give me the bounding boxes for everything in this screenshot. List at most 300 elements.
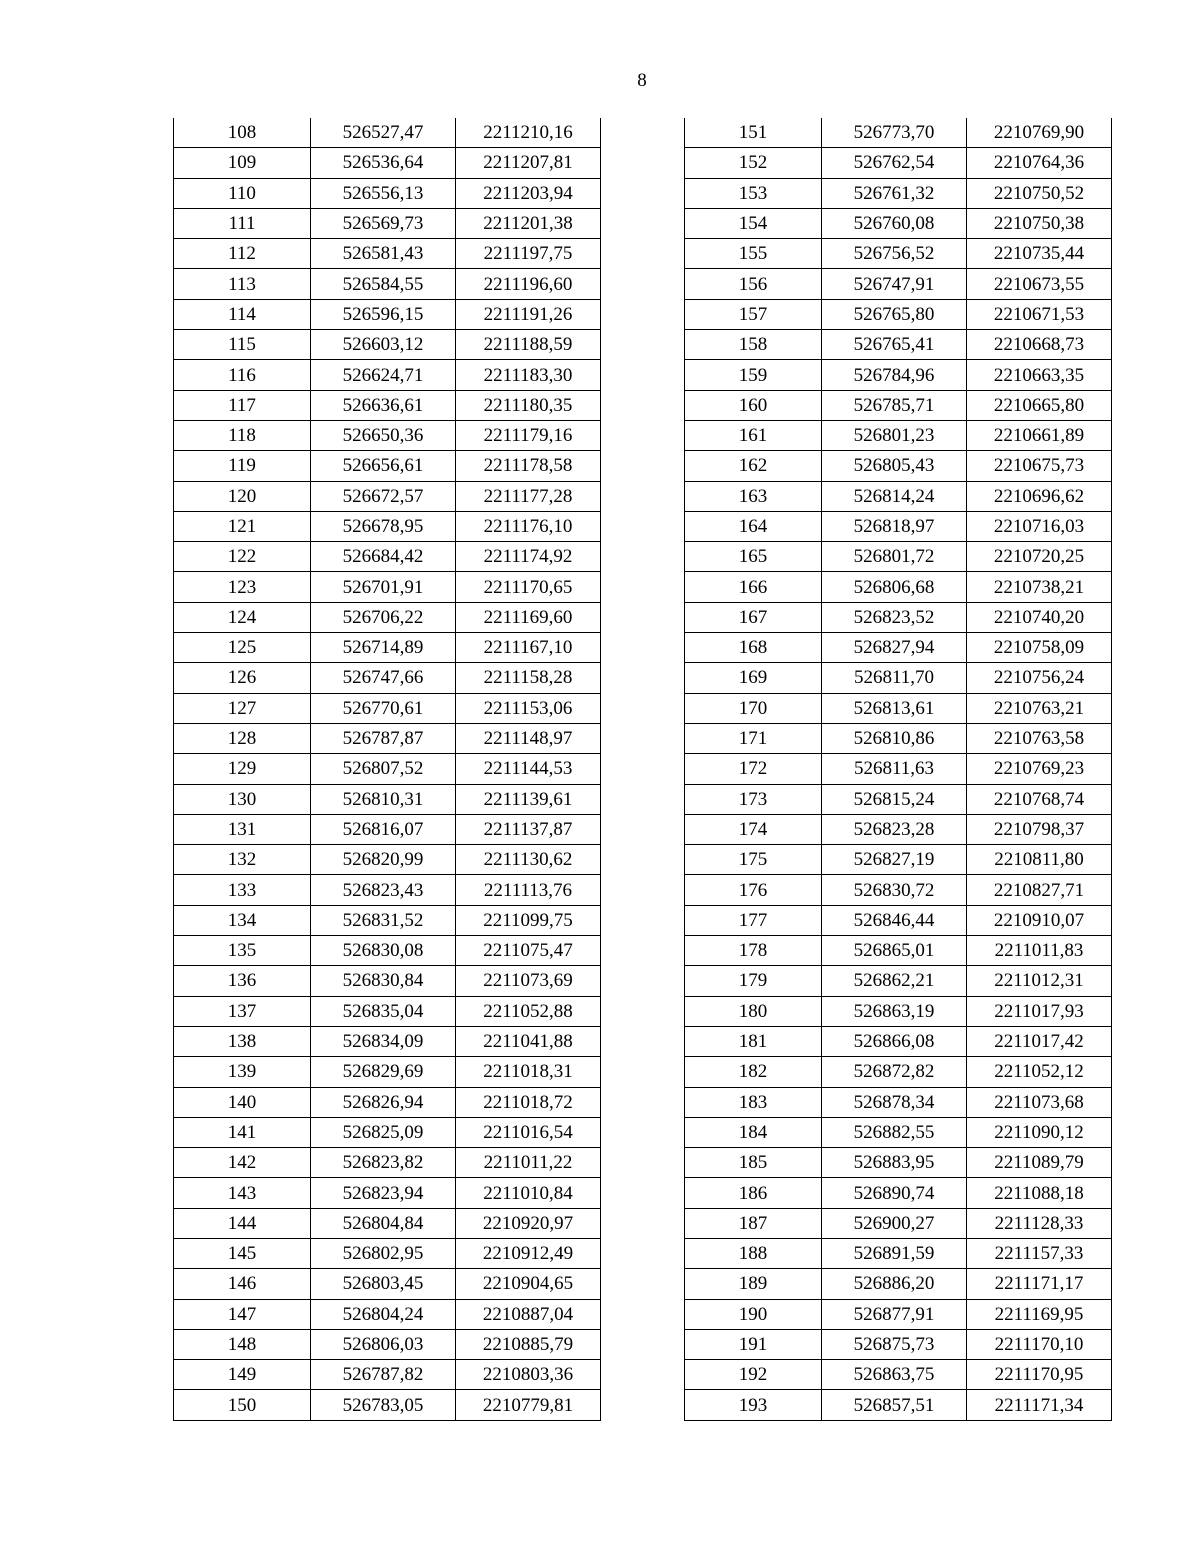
table-row	[685, 178, 1112, 208]
x-coordinate-cell: 526835,04	[311, 996, 456, 1026]
table-row	[174, 1329, 601, 1359]
x-coordinate-cell: 526569,73	[311, 208, 456, 238]
x-coordinate-cell: 526811,70	[822, 663, 967, 693]
y-coordinate-cell: 2211128,33	[967, 1208, 1112, 1238]
y-coordinate-cell: 2210798,37	[967, 814, 1112, 844]
point-number-cell: 165	[685, 542, 822, 572]
table-row	[174, 875, 601, 905]
y-coordinate-cell: 2210661,89	[967, 420, 1112, 450]
table-row	[685, 542, 1112, 572]
point-number-cell: 192	[685, 1360, 822, 1390]
x-coordinate-cell: 526603,12	[311, 330, 456, 360]
point-number-cell: 185	[685, 1148, 822, 1178]
y-coordinate-cell: 2211139,61	[456, 784, 601, 814]
table-row	[685, 360, 1112, 390]
y-coordinate-cell: 2211210,16	[456, 118, 601, 148]
y-coordinate-cell: 2211016,54	[456, 1117, 601, 1147]
table-row	[174, 269, 601, 299]
x-coordinate-cell: 526770,61	[311, 693, 456, 723]
point-number-cell: 169	[685, 663, 822, 693]
x-coordinate-cell: 526882,55	[822, 1117, 967, 1147]
x-coordinate-cell: 526783,05	[311, 1390, 456, 1420]
y-coordinate-cell: 2211171,34	[967, 1390, 1112, 1420]
table-row	[174, 572, 601, 602]
point-number-cell: 188	[685, 1238, 822, 1268]
point-number-cell: 186	[685, 1178, 822, 1208]
y-coordinate-cell: 2210769,90	[967, 118, 1112, 148]
y-coordinate-cell: 2211171,17	[967, 1269, 1112, 1299]
point-number-cell: 123	[174, 572, 311, 602]
table-row	[685, 1238, 1112, 1268]
x-coordinate-cell: 526872,82	[822, 1057, 967, 1087]
point-number-cell: 187	[685, 1208, 822, 1238]
point-number-cell: 161	[685, 420, 822, 450]
y-coordinate-cell: 2210764,36	[967, 148, 1112, 178]
x-coordinate-cell: 526863,75	[822, 1360, 967, 1390]
x-coordinate-cell: 526802,95	[311, 1238, 456, 1268]
x-coordinate-cell: 526801,72	[822, 542, 967, 572]
coordinates-table-left	[173, 118, 601, 1421]
table-row	[685, 602, 1112, 632]
table-row	[685, 814, 1112, 844]
point-number-cell: 150	[174, 1390, 311, 1420]
table-row	[174, 602, 601, 632]
point-number-cell: 160	[685, 390, 822, 420]
point-number-cell: 167	[685, 602, 822, 632]
table-row	[174, 966, 601, 996]
table-row	[174, 360, 601, 390]
y-coordinate-cell: 2210756,24	[967, 663, 1112, 693]
x-coordinate-cell: 526624,71	[311, 360, 456, 390]
point-number-cell: 143	[174, 1178, 311, 1208]
table-row	[174, 814, 601, 844]
x-coordinate-cell: 526814,24	[822, 481, 967, 511]
table-row	[685, 1299, 1112, 1329]
y-coordinate-cell: 2211170,95	[967, 1360, 1112, 1390]
table-row	[174, 239, 601, 269]
y-coordinate-cell: 2211052,12	[967, 1057, 1112, 1087]
y-coordinate-cell: 2211169,95	[967, 1299, 1112, 1329]
y-coordinate-cell: 2210769,23	[967, 754, 1112, 784]
y-coordinate-cell: 2211167,10	[456, 633, 601, 663]
y-coordinate-cell: 2210912,49	[456, 1238, 601, 1268]
y-coordinate-cell: 2211179,16	[456, 420, 601, 450]
point-number-cell: 120	[174, 481, 311, 511]
table-row	[174, 178, 601, 208]
y-coordinate-cell: 2211090,12	[967, 1117, 1112, 1147]
table-row	[174, 1026, 601, 1056]
x-coordinate-cell: 526875,73	[822, 1329, 967, 1359]
y-coordinate-cell: 2210811,80	[967, 845, 1112, 875]
table-row	[174, 330, 601, 360]
table-row	[685, 693, 1112, 723]
x-coordinate-cell: 526830,72	[822, 875, 967, 905]
table-row	[174, 905, 601, 935]
y-coordinate-cell: 2210779,81	[456, 1390, 601, 1420]
point-number-cell: 175	[685, 845, 822, 875]
y-coordinate-cell: 2211153,06	[456, 693, 601, 723]
table-row	[685, 905, 1112, 935]
table-row	[174, 1087, 601, 1117]
table-row	[685, 451, 1112, 481]
y-coordinate-cell: 2210663,35	[967, 360, 1112, 390]
y-coordinate-cell: 2210758,09	[967, 633, 1112, 663]
table-row	[174, 1269, 601, 1299]
point-number-cell: 152	[685, 148, 822, 178]
table-row	[685, 1269, 1112, 1299]
table-row	[174, 148, 601, 178]
x-coordinate-cell: 526886,20	[822, 1269, 967, 1299]
y-coordinate-cell: 2211018,72	[456, 1087, 601, 1117]
table-row	[174, 754, 601, 784]
y-coordinate-cell: 2211073,69	[456, 966, 601, 996]
point-number-cell: 124	[174, 602, 311, 632]
point-number-cell: 125	[174, 633, 311, 663]
table-row	[685, 1360, 1112, 1390]
point-number-cell: 121	[174, 511, 311, 541]
x-coordinate-cell: 526747,91	[822, 269, 967, 299]
x-coordinate-cell: 526785,71	[822, 390, 967, 420]
y-coordinate-cell: 2211011,83	[967, 936, 1112, 966]
table-row	[685, 966, 1112, 996]
x-coordinate-cell: 526813,61	[822, 693, 967, 723]
table-row	[685, 1208, 1112, 1238]
y-coordinate-cell: 2211169,60	[456, 602, 601, 632]
x-coordinate-cell: 526765,80	[822, 299, 967, 329]
table-row	[174, 451, 601, 481]
point-number-cell: 134	[174, 905, 311, 935]
point-number-cell: 111	[174, 208, 311, 238]
point-number-cell: 172	[685, 754, 822, 784]
table-row	[685, 239, 1112, 269]
point-number-cell: 190	[685, 1299, 822, 1329]
point-number-cell: 129	[174, 754, 311, 784]
x-coordinate-cell: 526803,45	[311, 1269, 456, 1299]
y-coordinate-cell: 2211170,65	[456, 572, 601, 602]
table-row	[685, 1117, 1112, 1147]
point-number-cell: 133	[174, 875, 311, 905]
point-number-cell: 162	[685, 451, 822, 481]
x-coordinate-cell: 526818,97	[822, 511, 967, 541]
coordinates-table-right	[684, 118, 1112, 1421]
table-row	[174, 723, 601, 753]
point-number-cell: 155	[685, 239, 822, 269]
x-coordinate-cell: 526815,24	[822, 784, 967, 814]
x-coordinate-cell: 526536,64	[311, 148, 456, 178]
point-number-cell: 171	[685, 723, 822, 753]
x-coordinate-cell: 526826,94	[311, 1087, 456, 1117]
x-coordinate-cell: 526863,19	[822, 996, 967, 1026]
y-coordinate-cell: 2210696,62	[967, 481, 1112, 511]
table-row	[685, 299, 1112, 329]
x-coordinate-cell: 526883,95	[822, 1148, 967, 1178]
x-coordinate-cell: 526823,82	[311, 1148, 456, 1178]
y-coordinate-cell: 2210750,52	[967, 178, 1112, 208]
point-number-cell: 174	[685, 814, 822, 844]
y-coordinate-cell: 2211075,47	[456, 936, 601, 966]
y-coordinate-cell: 2211158,28	[456, 663, 601, 693]
x-coordinate-cell: 526823,28	[822, 814, 967, 844]
x-coordinate-cell: 526825,09	[311, 1117, 456, 1147]
x-coordinate-cell: 526877,91	[822, 1299, 967, 1329]
point-number-cell: 116	[174, 360, 311, 390]
x-coordinate-cell: 526823,52	[822, 602, 967, 632]
y-coordinate-cell: 2211207,81	[456, 148, 601, 178]
x-coordinate-cell: 526816,07	[311, 814, 456, 844]
point-number-cell: 146	[174, 1269, 311, 1299]
x-coordinate-cell: 526830,84	[311, 966, 456, 996]
table-row	[174, 481, 601, 511]
table-row	[174, 208, 601, 238]
y-coordinate-cell: 2210738,21	[967, 572, 1112, 602]
table-row	[685, 633, 1112, 663]
x-coordinate-cell: 526760,08	[822, 208, 967, 238]
point-number-cell: 154	[685, 208, 822, 238]
x-coordinate-cell: 526806,68	[822, 572, 967, 602]
y-coordinate-cell: 2211170,10	[967, 1329, 1112, 1359]
point-number-cell: 193	[685, 1390, 822, 1420]
page-number: 8	[637, 70, 647, 91]
x-coordinate-cell: 526787,87	[311, 723, 456, 753]
table-row	[685, 1087, 1112, 1117]
x-coordinate-cell: 526810,86	[822, 723, 967, 753]
x-coordinate-cell: 526714,89	[311, 633, 456, 663]
y-coordinate-cell: 2210763,21	[967, 693, 1112, 723]
point-number-cell: 148	[174, 1329, 311, 1359]
y-coordinate-cell: 2211073,68	[967, 1087, 1112, 1117]
x-coordinate-cell: 526805,43	[822, 451, 967, 481]
x-coordinate-cell: 526891,59	[822, 1238, 967, 1268]
point-number-cell: 177	[685, 905, 822, 935]
table-row	[685, 1026, 1112, 1056]
y-coordinate-cell: 2211017,93	[967, 996, 1112, 1026]
x-coordinate-cell: 526787,82	[311, 1360, 456, 1390]
x-coordinate-cell: 526684,42	[311, 542, 456, 572]
y-coordinate-cell: 2211130,62	[456, 845, 601, 875]
table-row	[174, 633, 601, 663]
point-number-cell: 138	[174, 1026, 311, 1056]
point-number-cell: 113	[174, 269, 311, 299]
table-row	[685, 936, 1112, 966]
point-number-cell: 151	[685, 118, 822, 148]
y-coordinate-cell: 2210750,38	[967, 208, 1112, 238]
point-number-cell: 144	[174, 1208, 311, 1238]
table-row	[685, 511, 1112, 541]
x-coordinate-cell: 526650,36	[311, 420, 456, 450]
table-row	[174, 1178, 601, 1208]
x-coordinate-cell: 526811,63	[822, 754, 967, 784]
point-number-cell: 115	[174, 330, 311, 360]
y-coordinate-cell: 2210887,04	[456, 1299, 601, 1329]
table-row	[174, 1299, 601, 1329]
point-number-cell: 183	[685, 1087, 822, 1117]
point-number-cell: 156	[685, 269, 822, 299]
point-number-cell: 109	[174, 148, 311, 178]
y-coordinate-cell: 2211197,75	[456, 239, 601, 269]
table-row	[174, 299, 601, 329]
y-coordinate-cell: 2211010,84	[456, 1178, 601, 1208]
y-coordinate-cell: 2211178,58	[456, 451, 601, 481]
table-row	[685, 1148, 1112, 1178]
y-coordinate-cell: 2210803,36	[456, 1360, 601, 1390]
table-row	[685, 330, 1112, 360]
y-coordinate-cell: 2211188,59	[456, 330, 601, 360]
table-row	[174, 1360, 601, 1390]
point-number-cell: 182	[685, 1057, 822, 1087]
y-coordinate-cell: 2211203,94	[456, 178, 601, 208]
point-number-cell: 189	[685, 1269, 822, 1299]
y-coordinate-cell: 2211180,35	[456, 390, 601, 420]
x-coordinate-cell: 526890,74	[822, 1178, 967, 1208]
point-number-cell: 170	[685, 693, 822, 723]
table-row	[685, 1178, 1112, 1208]
point-number-cell: 166	[685, 572, 822, 602]
point-number-cell: 126	[174, 663, 311, 693]
point-number-cell: 130	[174, 784, 311, 814]
point-number-cell: 142	[174, 1148, 311, 1178]
point-number-cell: 149	[174, 1360, 311, 1390]
point-number-cell: 108	[174, 118, 311, 148]
x-coordinate-cell: 526823,43	[311, 875, 456, 905]
x-coordinate-cell: 526857,51	[822, 1390, 967, 1420]
y-coordinate-cell: 2210920,97	[456, 1208, 601, 1238]
table-row	[685, 875, 1112, 905]
table-row	[685, 148, 1112, 178]
table-row	[174, 420, 601, 450]
table-row	[174, 118, 601, 148]
x-coordinate-cell: 526846,44	[822, 905, 967, 935]
point-number-cell: 191	[685, 1329, 822, 1359]
y-coordinate-cell: 2210671,53	[967, 299, 1112, 329]
x-coordinate-cell: 526820,99	[311, 845, 456, 875]
table-row	[685, 1329, 1112, 1359]
y-coordinate-cell: 2210720,25	[967, 542, 1112, 572]
point-number-cell: 145	[174, 1238, 311, 1268]
point-number-cell: 119	[174, 451, 311, 481]
x-coordinate-cell: 526804,84	[311, 1208, 456, 1238]
x-coordinate-cell: 526584,55	[311, 269, 456, 299]
point-number-cell: 132	[174, 845, 311, 875]
y-coordinate-cell: 2210740,20	[967, 602, 1112, 632]
table-row	[174, 1390, 601, 1420]
y-coordinate-cell: 2210665,80	[967, 390, 1112, 420]
y-coordinate-cell: 2211196,60	[456, 269, 601, 299]
x-coordinate-cell: 526829,69	[311, 1057, 456, 1087]
y-coordinate-cell: 2211041,88	[456, 1026, 601, 1056]
y-coordinate-cell: 2210763,58	[967, 723, 1112, 753]
x-coordinate-cell: 526801,23	[822, 420, 967, 450]
x-coordinate-cell: 526765,41	[822, 330, 967, 360]
x-coordinate-cell: 526865,01	[822, 936, 967, 966]
y-coordinate-cell: 2211089,79	[967, 1148, 1112, 1178]
table-row	[685, 723, 1112, 753]
x-coordinate-cell: 526773,70	[822, 118, 967, 148]
table-row	[174, 1208, 601, 1238]
table-row	[174, 1117, 601, 1147]
y-coordinate-cell: 2211157,33	[967, 1238, 1112, 1268]
y-coordinate-cell: 2211201,38	[456, 208, 601, 238]
point-number-cell: 110	[174, 178, 311, 208]
y-coordinate-cell: 2211012,31	[967, 966, 1112, 996]
x-coordinate-cell: 526784,96	[822, 360, 967, 390]
table-row	[174, 511, 601, 541]
x-coordinate-cell: 526810,31	[311, 784, 456, 814]
y-coordinate-cell: 2210673,55	[967, 269, 1112, 299]
table-row	[174, 542, 601, 572]
y-coordinate-cell: 2210827,71	[967, 875, 1112, 905]
x-coordinate-cell: 526823,94	[311, 1178, 456, 1208]
x-coordinate-cell: 526656,61	[311, 451, 456, 481]
x-coordinate-cell: 526862,21	[822, 966, 967, 996]
point-number-cell: 159	[685, 360, 822, 390]
y-coordinate-cell: 2211017,42	[967, 1026, 1112, 1056]
table-row	[174, 996, 601, 1026]
point-number-cell: 153	[685, 178, 822, 208]
y-coordinate-cell: 2211099,75	[456, 905, 601, 935]
table-row	[174, 693, 601, 723]
table-row	[174, 663, 601, 693]
table-row	[685, 420, 1112, 450]
y-coordinate-cell: 2210675,73	[967, 451, 1112, 481]
table-row	[685, 1390, 1112, 1420]
point-number-cell: 168	[685, 633, 822, 663]
y-coordinate-cell: 2210885,79	[456, 1329, 601, 1359]
point-number-cell: 114	[174, 299, 311, 329]
point-number-cell: 135	[174, 936, 311, 966]
y-coordinate-cell: 2211144,53	[456, 754, 601, 784]
table-row	[174, 845, 601, 875]
x-coordinate-cell: 526761,32	[822, 178, 967, 208]
point-number-cell: 181	[685, 1026, 822, 1056]
x-coordinate-cell: 526878,34	[822, 1087, 967, 1117]
table-row	[685, 845, 1112, 875]
y-coordinate-cell: 2211011,22	[456, 1148, 601, 1178]
point-number-cell: 131	[174, 814, 311, 844]
table-row	[685, 784, 1112, 814]
x-coordinate-cell: 526556,13	[311, 178, 456, 208]
x-coordinate-cell: 526806,03	[311, 1329, 456, 1359]
table-row	[685, 1057, 1112, 1087]
point-number-cell: 164	[685, 511, 822, 541]
point-number-cell: 176	[685, 875, 822, 905]
table-row	[174, 1238, 601, 1268]
x-coordinate-cell: 526581,43	[311, 239, 456, 269]
y-coordinate-cell: 2211177,28	[456, 481, 601, 511]
point-number-cell: 136	[174, 966, 311, 996]
x-coordinate-cell: 526701,91	[311, 572, 456, 602]
table-row	[685, 118, 1112, 148]
point-number-cell: 112	[174, 239, 311, 269]
point-number-cell: 122	[174, 542, 311, 572]
point-number-cell: 127	[174, 693, 311, 723]
x-coordinate-cell: 526900,27	[822, 1208, 967, 1238]
y-coordinate-cell: 2210668,73	[967, 330, 1112, 360]
x-coordinate-cell: 526672,57	[311, 481, 456, 511]
point-number-cell: 180	[685, 996, 822, 1026]
y-coordinate-cell: 2210910,07	[967, 905, 1112, 935]
x-coordinate-cell: 526831,52	[311, 905, 456, 935]
table-row	[685, 663, 1112, 693]
table-row	[685, 754, 1112, 784]
x-coordinate-cell: 526636,61	[311, 390, 456, 420]
x-coordinate-cell: 526827,94	[822, 633, 967, 663]
x-coordinate-cell: 526866,08	[822, 1026, 967, 1056]
y-coordinate-cell: 2211176,10	[456, 511, 601, 541]
x-coordinate-cell: 526762,54	[822, 148, 967, 178]
y-coordinate-cell: 2211018,31	[456, 1057, 601, 1087]
point-number-cell: 141	[174, 1117, 311, 1147]
y-coordinate-cell: 2211183,30	[456, 360, 601, 390]
